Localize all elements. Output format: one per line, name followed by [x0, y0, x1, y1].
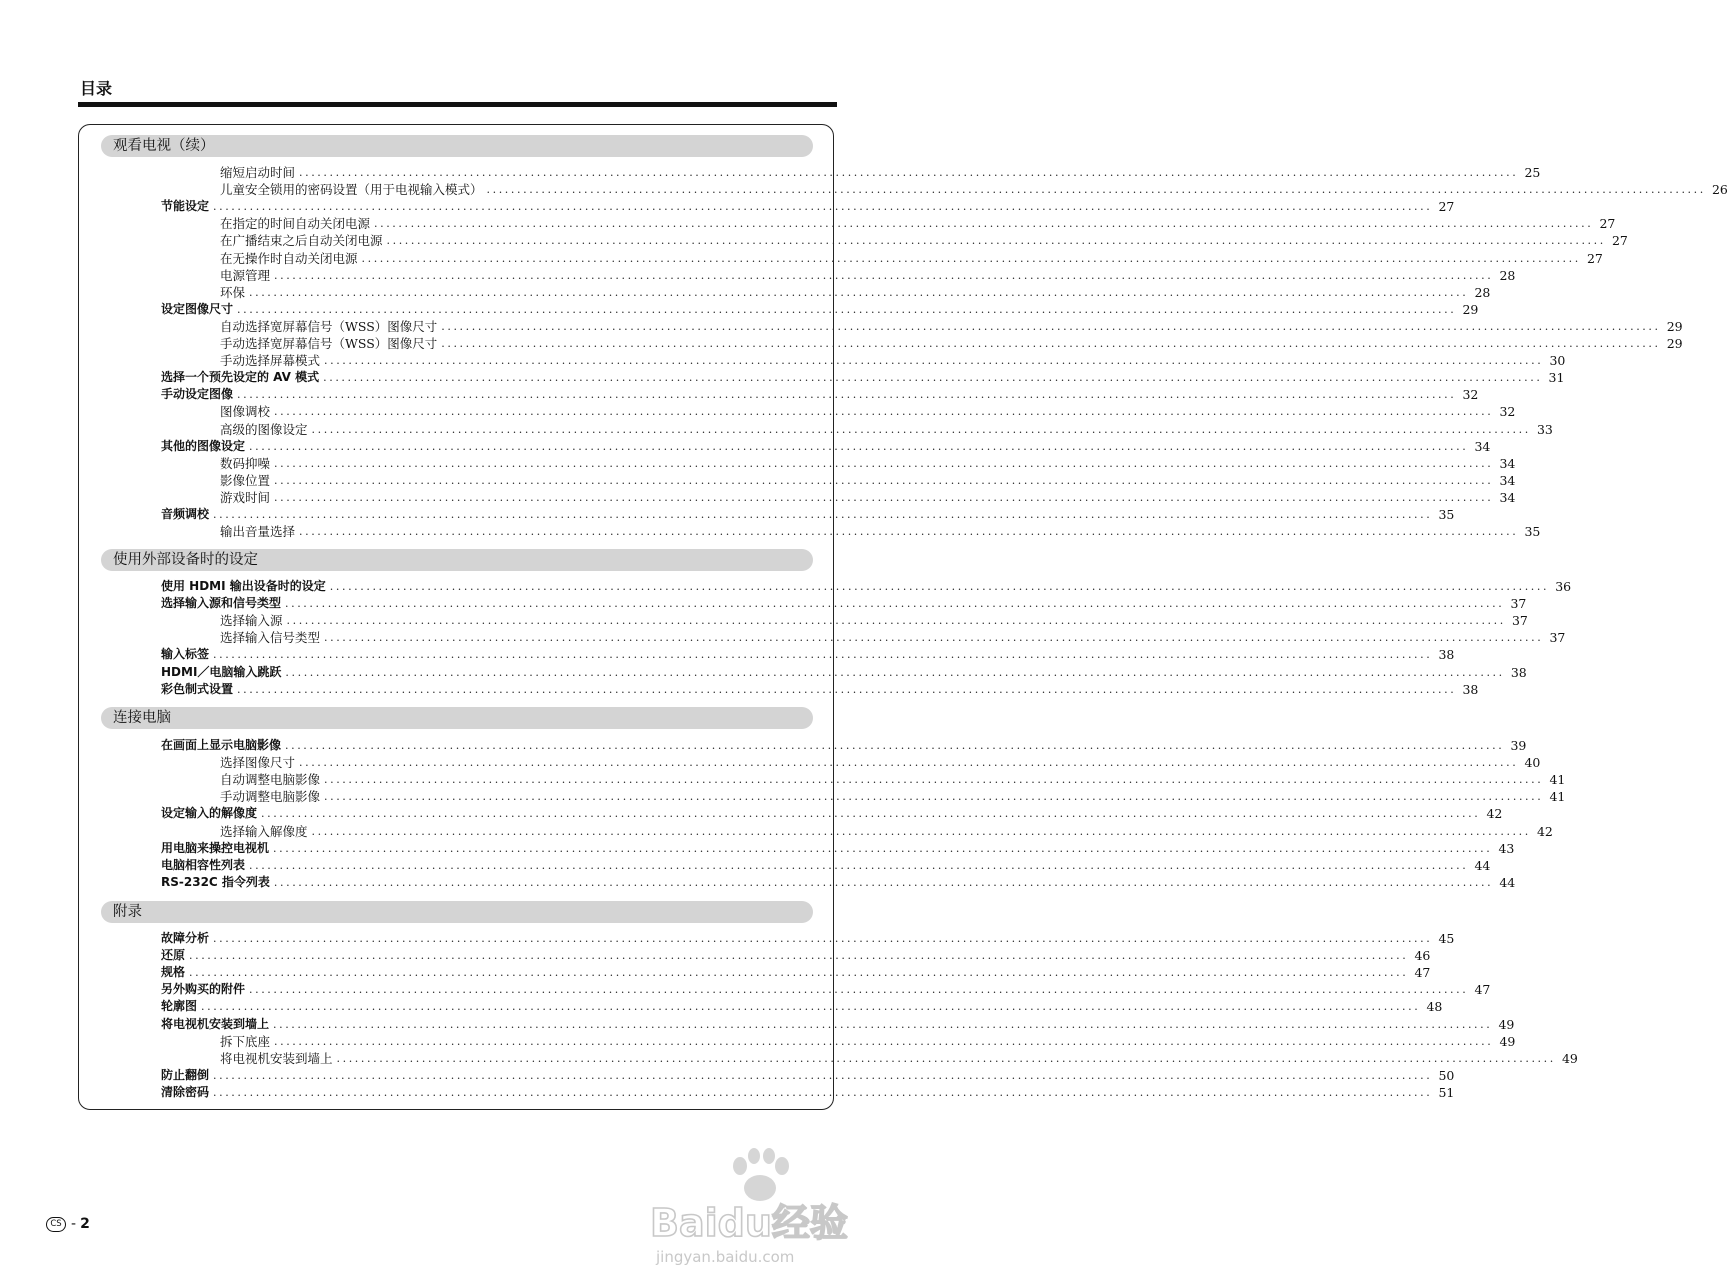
section-header: 附录 [101, 901, 813, 923]
dot-leader: ........................................................................................................................................................................................................ [323, 371, 1543, 385]
toc-entry-page: 34 [1474, 438, 1491, 454]
toc-entry-page: 48 [1426, 999, 1443, 1015]
toc-entry-page: 28 [1474, 284, 1491, 300]
toc-entry-label: 环保 [220, 284, 246, 300]
toc-entry-label: 在画面上显示电脑影像 [161, 738, 282, 752]
toc-entry-page: 31 [1548, 370, 1565, 386]
toc-entry-label: 自动调整电脑影像 [220, 772, 321, 788]
toc-entry [161, 805, 1503, 822]
toc-entry-label: 防止翻倒 [161, 1067, 210, 1082]
toc-entry [220, 267, 1516, 284]
toc-entry-label: 自动选择宽屏幕信号（WSS）图像尺寸 [220, 318, 438, 334]
toc-entry-page: 35 [1524, 524, 1541, 540]
toc-entry-page: 32 [1499, 404, 1516, 420]
toc-entry-label: 输出音量选择 [220, 524, 296, 540]
dot-leader: ........................................................................................................................................................................................................ [386, 234, 1606, 248]
toc-entry [220, 523, 1541, 540]
toc-entry [161, 578, 1572, 595]
toc-entry [161, 386, 1479, 403]
dot-leader: ........................................................................................................................................................................................................ [213, 1068, 1433, 1082]
section-header: 连接电脑 [101, 707, 813, 729]
toc-entry [220, 352, 1566, 369]
toc-entry-label: 手动调整电脑影像 [220, 789, 321, 805]
dot-leader: ........................................................................................................................................................................................................ [274, 490, 1494, 504]
toc-entry-label: 使用 HDMI 输出设备时的设定 [161, 579, 326, 593]
page-title: 目录 [80, 79, 113, 98]
toc-entry-page: 27 [1611, 233, 1628, 249]
toc-entry-page: 33 [1536, 421, 1553, 437]
dot-leader: ........................................................................................................................................................................................................ [361, 251, 1581, 265]
toc-entry-label: 规格 [161, 965, 186, 980]
toc-entry-page: 49 [1499, 1033, 1516, 1049]
toc-entry-label: 还原 [161, 948, 186, 963]
dot-leader: ........................................................................................................................................................................................................ [286, 614, 1506, 628]
toc-entry [220, 421, 1553, 438]
watermark-url: jingyan.baidu.com [656, 1248, 795, 1266]
toc-entry-page: 34 [1499, 455, 1516, 471]
toc-entry-label: 电源管理 [220, 267, 271, 283]
toc-entry-page: 29 [1462, 301, 1479, 317]
toc-entry-label: 清除密码 [161, 1084, 210, 1099]
dot-leader: ........................................................................................................................................................................................................ [213, 1085, 1433, 1099]
dot-leader: ........................................................................................................................................................................................................ [274, 1034, 1494, 1048]
toc-entry-page: 28 [1499, 267, 1516, 283]
toc-entry-label: 选择图像尺寸 [220, 755, 296, 771]
dot-leader: ........................................................................................................................................................................................................ [189, 949, 1409, 963]
toc-entry-page: 36 [1555, 579, 1572, 594]
toc-entry [220, 823, 1553, 840]
toc-entry [161, 1084, 1455, 1101]
dot-leader: ........................................................................................................................................................................................................ [237, 388, 1457, 402]
dot-leader: ........................................................................................................................................................................................................ [261, 807, 1481, 821]
cs-region-icon: CS [46, 1217, 66, 1232]
dot-leader: ........................................................................................................................................................................................................ [237, 302, 1457, 316]
toc-entry [161, 595, 1527, 612]
toc-entry-label: 儿童安全锁用的密码设置（用于电视输入模式） [220, 182, 483, 198]
toc-entry [161, 506, 1455, 523]
toc-entry-page: 39 [1510, 738, 1527, 753]
toc-entry [220, 284, 1491, 301]
dot-leader: ........................................................................................................................................................................................................ [324, 790, 1544, 804]
toc-entry-page: 40 [1524, 755, 1541, 771]
toc-entry [161, 930, 1455, 947]
toc-entry-page: 45 [1438, 931, 1455, 946]
toc-entry-page: 49 [1498, 1016, 1515, 1032]
dot-leader: ........................................................................................................................................................................................................ [274, 473, 1494, 487]
toc-entry-label: 音频调校 [161, 507, 210, 521]
dot-leader: ........................................................................................................................................................................................................ [324, 354, 1544, 368]
toc-entry [161, 369, 1565, 386]
toc-entry [161, 1016, 1515, 1033]
dot-leader: ........................................................................................................................................................................................................ [249, 285, 1469, 299]
toc-entry-page: 38 [1510, 664, 1527, 680]
toc-entry [220, 318, 1683, 335]
toc-entry [161, 681, 1479, 698]
toc-entry [220, 788, 1566, 805]
toc-entry-label: 其他的图像设定 [161, 438, 246, 453]
toc-entry-label: RS-232C 指令列表 [161, 874, 270, 889]
toc-entry-page: 42 [1486, 806, 1503, 822]
toc-entry-page: 46 [1414, 948, 1431, 964]
toc-entry-page: 44 [1499, 874, 1516, 890]
toc-entry [220, 215, 1616, 232]
dot-leader: ........................................................................................................................................................................................................ [213, 200, 1433, 214]
toc-entry-label: 设定图像尺寸 [161, 301, 234, 316]
toc-entry-page: 25 [1524, 165, 1541, 180]
toc-entry [161, 646, 1455, 663]
dot-leader: ........................................................................................................................................................................................................ [324, 631, 1544, 645]
toc-entry [161, 1067, 1455, 1084]
toc-entry [220, 403, 1516, 420]
toc-entry [161, 198, 1455, 215]
dot-leader: ........................................................................................................................................................................................................ [249, 858, 1469, 872]
toc-entry-label: 选择输入源和信号类型 [161, 596, 282, 611]
toc-entry-label: 在广播结束之后自动关闭电源 [220, 233, 383, 249]
toc-entry-label: 轮廓图 [161, 999, 198, 1014]
toc-entry [220, 1033, 1516, 1050]
toc-entry [161, 301, 1479, 318]
dot-leader: ........................................................................................................................................................................................................ [274, 405, 1494, 419]
toc-entry-page: 27 [1586, 250, 1603, 266]
toc-entry-label: 选择输入解像度 [220, 823, 308, 839]
dot-leader: ........................................................................................................................................................................................................ [273, 1017, 1493, 1031]
dot-leader: ........................................................................................................................................................................................................ [249, 983, 1469, 997]
dot-leader: ........................................................................................................................................................................................................ [336, 1051, 1556, 1065]
toc-entry [161, 874, 1516, 891]
toc-entry-label: 将电视机安装到墙上 [220, 1050, 333, 1066]
dot-leader: ........................................................................................................................................................................................................ [324, 773, 1544, 787]
toc-entry-label: 用电脑来操控电视机 [161, 840, 270, 855]
toc-entry-label: 选择输入源 [220, 613, 283, 629]
dot-leader: ........................................................................................................................................................................................................ [486, 183, 1706, 197]
toc-entry [161, 947, 1431, 964]
toc-entry-label: 在指定的时间自动关闭电源 [220, 216, 371, 232]
toc-entry-page: 41 [1549, 772, 1566, 788]
dot-leader: ........................................................................................................................................................................................................ [299, 756, 1519, 770]
toc-entry-page: 37 [1549, 630, 1566, 646]
toc-entry-page: 37 [1511, 613, 1528, 629]
dot-leader: ........................................................................................................................................................................................................ [274, 268, 1494, 282]
toc-entry-page: 27 [1599, 216, 1616, 232]
toc-entry-label: 彩色制式设置 [161, 681, 234, 696]
toc-entry [220, 754, 1541, 771]
toc-entry-page: 29 [1666, 318, 1683, 334]
toc-entry [161, 857, 1491, 874]
dot-leader: ........................................................................................................................................................................................................ [213, 932, 1433, 945]
dot-leader: ........................................................................................................................................................................................................ [441, 319, 1661, 333]
toc-entry-page: 27 [1438, 199, 1455, 215]
dot-leader: ........................................................................................................................................................................................................ [441, 337, 1661, 350]
toc-entry-page: 41 [1549, 789, 1566, 805]
toc-entry-page: 50 [1438, 1067, 1455, 1083]
toc-entry-page: 34 [1499, 489, 1516, 505]
toc-entry-page: 37 [1510, 596, 1527, 612]
dot-leader: ........................................................................................................................................................................................................ [213, 648, 1433, 662]
toc-entry-label: 设定输入的解像度 [161, 806, 258, 821]
toc-entry-page: 26 [1711, 182, 1728, 198]
dot-leader: ........................................................................................................................................................................................................ [311, 422, 1531, 436]
toc-entry [220, 629, 1566, 646]
toc-entry-page: 35 [1438, 507, 1455, 522]
dot-leader: ........................................................................................................................................................................................................ [374, 217, 1594, 231]
dot-leader: ........................................................................................................................................................................................................ [311, 824, 1531, 838]
dot-leader: ........................................................................................................................................................................................................ [274, 456, 1494, 470]
toc-entry-page: 47 [1414, 965, 1431, 981]
toc-entry-label: 游戏时间 [220, 489, 271, 505]
toc-entry-page: 38 [1438, 647, 1455, 663]
toc-entry [220, 250, 1603, 267]
dot-leader: ........................................................................................................................................................................................................ [329, 580, 1550, 593]
dot-leader: ........................................................................................................................................................................................................ [299, 166, 1519, 179]
toc-entry [220, 335, 1683, 352]
toc-entry [220, 232, 1628, 249]
toc-entry [161, 664, 1527, 681]
toc-entry-label: 将电视机安装到墙上 [161, 1016, 270, 1031]
toc-entry-label: 手动设定图像 [161, 387, 234, 402]
baidu-paw-icon [733, 1148, 789, 1201]
toc-entry [220, 489, 1516, 506]
toc-entry [161, 840, 1515, 857]
dot-leader: ........................................................................................................................................................................................................ [285, 597, 1505, 611]
toc-entry [161, 438, 1491, 455]
toc-entry-label: 故障分析 [161, 931, 210, 945]
toc-entry-page: 51 [1438, 1084, 1455, 1100]
section-header: 使用外部设备时的设定 [101, 549, 813, 571]
toc-entry [220, 181, 1728, 198]
toc-entry-label: 另外购买的附件 [161, 982, 246, 997]
dot-leader: ........................................................................................................................................................................................................ [285, 665, 1505, 679]
toc-entry-label: 拆下底座 [220, 1033, 271, 1049]
dot-leader: ........................................................................................................................................................................................................ [249, 439, 1469, 453]
toc-entry-label: 选择输入信号类型 [220, 630, 321, 646]
dot-leader: ........................................................................................................................................................................................................ [273, 875, 1494, 889]
dot-leader: ........................................................................................................................................................................................................ [299, 525, 1519, 539]
toc-entry-label: 影像位置 [220, 472, 271, 488]
toc-entry-page: 47 [1474, 982, 1491, 998]
toc-entry-page: 42 [1536, 823, 1553, 839]
toc-entry-label: 手动选择屏幕模式 [220, 353, 321, 369]
toc-entry-label: 高级的图像设定 [220, 421, 308, 437]
dot-leader: ........................................................................................................................................................................................................ [189, 966, 1409, 980]
dot-leader: ........................................................................................................................................................................................................ [213, 508, 1433, 521]
toc-entry [161, 998, 1443, 1015]
dot-leader: ........................................................................................................................................................................................................ [273, 841, 1493, 855]
toc-entry [220, 1050, 1578, 1067]
toc-entry-label: 输入标签 [161, 647, 210, 662]
toc-entry [161, 737, 1527, 754]
dot-leader: ........................................................................................................................................................................................................ [285, 739, 1505, 752]
toc-entry-label: 手动选择宽屏幕信号（WSS）图像尺寸 [220, 336, 438, 351]
toc-entry-label: HDMI／电脑输入跳跃 [161, 664, 282, 679]
toc-entry [220, 164, 1541, 181]
toc-entry [220, 612, 1528, 629]
toc-entry-page: 29 [1666, 336, 1683, 351]
toc-entry-label: 图像调校 [220, 404, 271, 420]
toc-entry-page: 34 [1499, 472, 1516, 488]
toc-entry-page: 30 [1549, 353, 1566, 369]
toc-entry-page: 43 [1498, 840, 1515, 856]
toc-entry-page: 32 [1462, 387, 1479, 403]
toc-entry-page: 49 [1561, 1050, 1578, 1066]
dot-leader: ........................................................................................................................................................................................................ [201, 1000, 1421, 1014]
toc-entry-page: 44 [1474, 857, 1491, 873]
toc-entry [220, 455, 1516, 472]
section-header: 观看电视（续） [101, 135, 813, 157]
footer-separator: - [71, 1216, 77, 1232]
toc-entry [220, 472, 1516, 489]
toc-entry-label: 数码抑噪 [220, 455, 271, 471]
toc-entry-page: 38 [1462, 681, 1479, 697]
toc-entry [161, 981, 1491, 998]
toc-entry-label: 电脑相容性列表 [161, 857, 246, 872]
toc-entry-label: 缩短启动时间 [220, 165, 296, 180]
watermark-brand: Baidu经验 [650, 1201, 848, 1245]
toc-entry [161, 964, 1431, 981]
toc-entry-label: 节能设定 [161, 199, 210, 214]
toc-entry [220, 771, 1566, 788]
toc-entry-label: 选择一个预先设定的 AV 模式 [161, 370, 320, 385]
toc-entry-label: 在无操作时自动关闭电源 [220, 250, 358, 266]
dot-leader: ........................................................................................................................................................................................................ [237, 682, 1457, 696]
page-number: 2 [80, 1216, 90, 1232]
page-footer [46, 1216, 90, 1232]
baidu-jingyan-watermark [648, 1138, 878, 1268]
